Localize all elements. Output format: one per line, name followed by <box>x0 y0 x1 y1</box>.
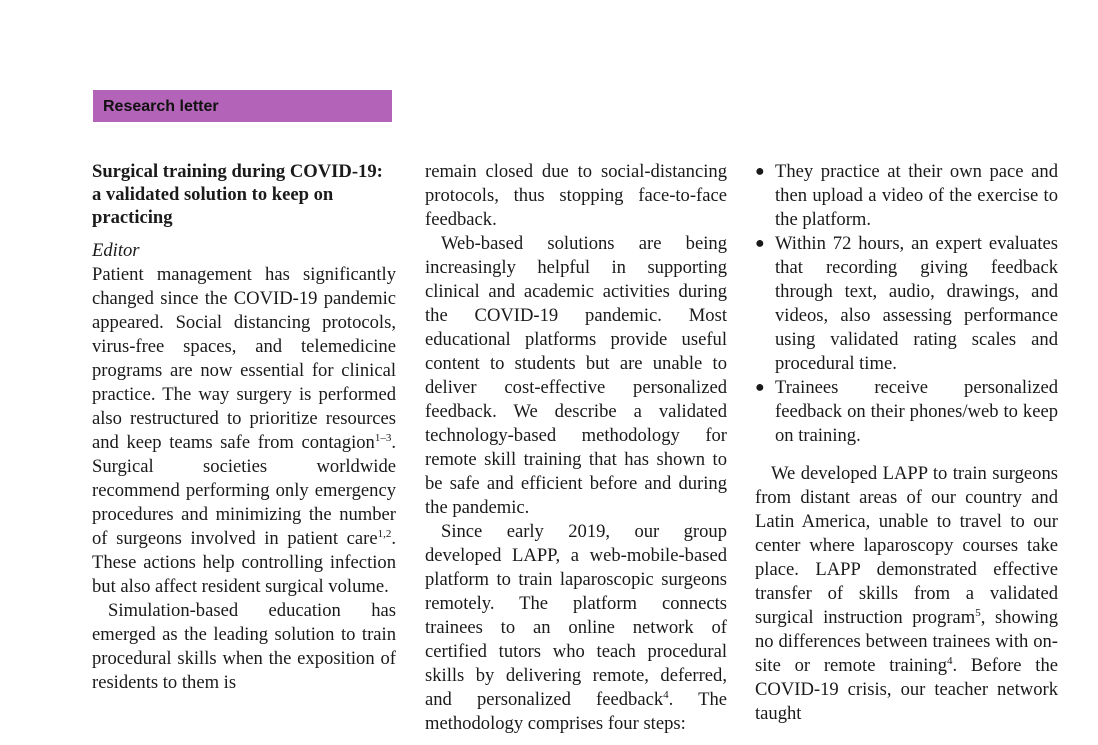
step-item <box>755 376 1058 448</box>
paragraph-2-end: remain closed due to social-distancing protocols, thus stopping face-to-face feedback. <box>425 161 727 230</box>
paragraph-1 <box>92 263 396 599</box>
reference-superscript: 4 <box>663 688 669 701</box>
section-label: Research letter <box>93 90 392 122</box>
step-item <box>755 160 1058 232</box>
reference-superscript: 1–3 <box>374 431 392 444</box>
paragraph-4-text-b: . The methodology comprises four steps: <box>425 689 727 734</box>
paragraph-3: Web-based solutions are being increasingly helpful in supporting clinical and academic activities during the COVID-19 pandemic. Most educational platforms provide useful content to students but are unable to deliver cost-effective personalized feedback. We describe a validated technology-based methodology for remote skill training that has shown to be safe and efficient before and during the pandemic. <box>425 233 727 518</box>
paragraph-1-text-b: . Surgical societies worldwide recommend performing only emergency procedures and minimizing the number of surgeons involved in patient care <box>92 432 396 549</box>
bullet-icon: ● <box>755 379 765 396</box>
paragraph-4 <box>425 520 727 736</box>
step-text: Trainees receive personalized feedback on their phones/web to keep on training. <box>775 377 1058 446</box>
step-item <box>755 232 1058 376</box>
reference-superscript: 4 <box>947 654 953 667</box>
byline: Editor <box>92 240 140 261</box>
bullet-icon: ● <box>755 163 765 180</box>
step-text: Within 72 hours, an expert evaluates that recording giving feedback through text, audio, drawings, and videos, also assessing performance using validated rating scales and procedural time. <box>775 233 1058 374</box>
paragraph-2-start: Simulation-based education has emerged as the leading solution to train procedural skills when the exposition of residents to them is <box>92 600 396 693</box>
column-3 <box>755 160 1058 726</box>
paragraph-5-text-a: We developed LAPP to train surgeons from distant areas of our country and Latin America, unable to travel to our center where laparoscopy courses take place. LAPP demonstrated effective transfer of skills from a validated surgical instruction program <box>755 463 1058 628</box>
steps-list <box>755 160 1058 448</box>
paragraph-5-text-b: , showing no differences between trainees with on-site or remote training <box>755 607 1058 676</box>
paragraph-4-text-a: Since early 2019, our group developed LAPP, a web-mobile-based platform to train laparoscopic surgeons remotely. The platform connects trainees to an online network of certified tutors who teach procedural skills by delivering remote, deferred, and personalized feedback <box>425 521 727 710</box>
column-2 <box>425 160 727 736</box>
column-1 <box>92 160 396 695</box>
paragraph-1-text-c: . These actions help controlling infection but also affect resident surgical volume. <box>92 528 396 597</box>
paragraph-5 <box>755 462 1058 726</box>
article-title: Surgical training during COVID-19: a validated solution to keep on practicing <box>92 161 383 228</box>
paragraph-1-text-a: Patient management has significantly changed since the COVID-19 pandemic appeared. Social distancing protocols, virus-free spaces, and telemedicine programs are now essential for clinical practice. The way surgery is performed also restructured to prioritize resources and keep teams safe from contagion <box>92 264 396 453</box>
paragraph-5-text-c: . Before the COVID-19 crisis, our teacher network taught <box>755 655 1058 724</box>
reference-superscript: 1,2 <box>377 527 392 540</box>
bullet-icon: ● <box>755 235 765 252</box>
reference-superscript: 5 <box>975 606 981 619</box>
step-text: They practice at their own pace and then upload a video of the exercise to the platform. <box>775 161 1058 230</box>
